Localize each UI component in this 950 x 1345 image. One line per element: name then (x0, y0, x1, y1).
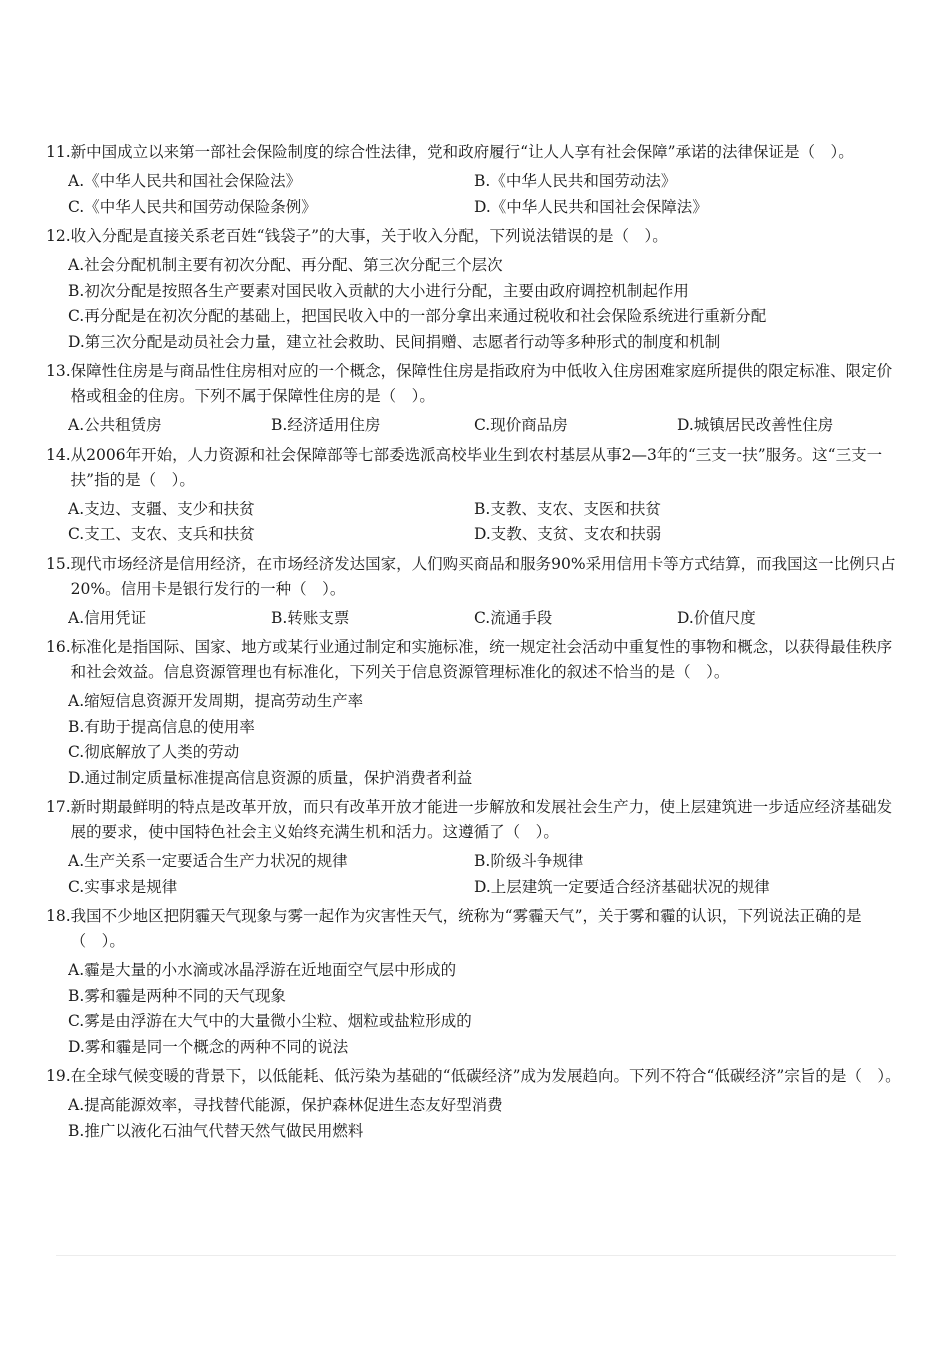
option-a: A.《中华人民共和国社会保险法》 (68, 172, 302, 190)
options (46, 413, 906, 439)
option-d: D.通过制定质量标准提高信息资源的质量，保护消费者利益 (68, 768, 473, 787)
options (46, 689, 906, 791)
option-d: D.城镇居民改善性住房 (677, 416, 834, 434)
options (46, 849, 906, 900)
question-15 (46, 552, 906, 632)
question-12 (46, 224, 906, 355)
option-c: C.支工、支农、支兵和扶贫 (68, 525, 255, 543)
option-c: C.雾是由浮游在大气中的大量微小尘粒、烟粒或盐粒形成的 (68, 1012, 472, 1030)
option-d: D.《中华人民共和国社会保障法》 (474, 197, 708, 216)
question-stem (46, 359, 906, 409)
question-text: 从2006年开始，人力资源和社会保障部等七部委选派高校毕业生到农村基层从事2—3年的“三支一扶”服务。这“三支一扶”指的是（ ）。 (70, 445, 883, 489)
question-stem (46, 904, 906, 954)
option-b: B.有助于提高信息的使用率 (68, 717, 255, 736)
options (46, 253, 906, 355)
option-d: D.上层建筑一定要适合经济基础状况的规律 (474, 877, 770, 896)
question-stem (46, 635, 906, 685)
option-c: C.彻底解放了人类的劳动 (68, 743, 240, 761)
option-a: A.信用凭证 (68, 608, 147, 627)
option-a: A.霾是大量的小水滴或冰晶浮游在近地面空气层中形成的 (68, 961, 457, 979)
option-b: B.雾和霾是两种不同的天气现象 (68, 986, 286, 1005)
question-stem (46, 140, 906, 165)
question-text: 新时期最鲜明的特点是改革开放，而只有改革开放才能进一步解放和发展社会生产力，使上层建筑进一步适应经济基础发展的要求，使中国特色社会主义始终充满生机和活力。这遵循了（ ）。 (70, 798, 893, 841)
question-number: 16. (46, 638, 71, 656)
option-a: A.缩短信息资源开发周期，提高劳动生产率 (68, 692, 364, 710)
options (46, 497, 906, 548)
option-b: B.阶级斗争规律 (474, 852, 584, 870)
question-text: 收入分配是直接关系老百姓“钱袋子”的大事，关于收入分配，下列说法错误的是（ ）。 (70, 227, 668, 245)
option-d: D.支教、支贫、支农和扶弱 (474, 525, 662, 543)
option-a: A.提高能源效率，寻找替代能源，保护森林促进生态友好型消费 (68, 1096, 503, 1114)
question-number: 14. (46, 445, 71, 464)
question-text: 新中国成立以来第一部社会保险制度的综合性法律，党和政府履行“让人人享有社会保障”承诺的法律保证是（ ）。 (70, 143, 854, 161)
options (46, 169, 906, 220)
question-text: 保障性住房是与商品性住房相对应的一个概念，保障性住房是指政府为中低收入住房困难家庭所提供的限定标准、限定价格或租金的住房。下列不属于保障性住房的是（ ）。 (70, 362, 893, 405)
option-c: C.《中华人民共和国劳动保险条例》 (68, 197, 317, 216)
option-b: B.《中华人民共和国劳动法》 (474, 172, 677, 190)
question-18 (46, 904, 906, 1060)
question-text: 现代市场经济是信用经济，在市场经济发达国家，人们购买商品和服务90%采用信用卡等方式结算，而我国这一比例只占20%。信用卡是银行发行的一种（ ）。 (70, 554, 896, 598)
question-13 (46, 359, 906, 439)
option-d: D.第三次分配是动员社会力量，建立社会救助、民间捐赠、志愿者行动等多种形式的制度和机制 (68, 332, 721, 351)
option-a: A.社会分配机制主要有初次分配、再分配、第三次分配三个层次 (68, 256, 503, 274)
page-bottom-divider (56, 1255, 896, 1256)
option-d: D.雾和霾是同一个概念的两种不同的说法 (68, 1037, 349, 1056)
option-a: A.支边、支疆、支少和扶贫 (68, 499, 255, 518)
question-stem (46, 443, 906, 493)
question-number: 19. (46, 1067, 71, 1085)
question-16 (46, 635, 906, 791)
question-number: 12. (46, 227, 71, 245)
option-c: C.实事求是规律 (68, 877, 178, 896)
option-b: B.经济适用住房 (271, 416, 381, 434)
option-c: C.流通手段 (474, 608, 553, 627)
question-number: 15. (46, 554, 71, 573)
question-14 (46, 443, 906, 548)
option-d: D.价值尺度 (677, 608, 756, 627)
option-b: B.支教、支农、支医和扶贫 (474, 499, 661, 518)
options (46, 958, 906, 1060)
question-text: 我国不少地区把阴霾天气现象与雾一起作为灾害性天气，统称为“雾霾天气”，关于雾和霾的认识，下列说法正确的是（ ）。 (70, 907, 862, 950)
question-text: 标准化是指国际、国家、地方或某行业通过制定和实施标准，统一规定社会活动中重复性的事物和概念，以获得最佳秩序和社会效益。信息资源管理也有标准化，下列关于信息资源管理标准化的叙述不恰当的是（ ）。 (70, 638, 893, 681)
option-c: C.现价商品房 (474, 416, 568, 434)
option-b: B.初次分配是按照各生产要素对国民收入贡献的大小进行分配，主要由政府调控机制起作用 (68, 281, 689, 300)
question-number: 11. (46, 143, 71, 161)
question-text: 在全球气候变暖的背景下，以低能耗、低污染为基础的“低碳经济”成为发展趋向。下列不符合“低碳经济”宗旨的是（ ）。 (70, 1067, 901, 1085)
question-number: 18. (46, 907, 71, 925)
option-b: B.转账支票 (271, 608, 350, 627)
option-a: A.生产关系一定要适合生产力状况的规律 (68, 852, 348, 870)
question-stem (46, 1064, 906, 1089)
question-number: 13. (46, 362, 71, 380)
options (46, 606, 906, 632)
options (46, 1093, 906, 1144)
exam-page (46, 140, 906, 1148)
option-c: C.再分配是在初次分配的基础上，把国民收入中的一部分拿出来通过税收和社会保险系统进行重新分配 (68, 307, 767, 325)
question-stem (46, 795, 906, 845)
question-17 (46, 795, 906, 900)
question-stem (46, 552, 906, 602)
question-19 (46, 1064, 906, 1144)
question-number: 17. (46, 798, 71, 816)
question-stem (46, 224, 906, 249)
option-a: A.公共租赁房 (68, 416, 162, 434)
option-b: B.推广以液化石油气代替天然气做民用燃料 (68, 1121, 364, 1140)
question-11 (46, 140, 906, 220)
